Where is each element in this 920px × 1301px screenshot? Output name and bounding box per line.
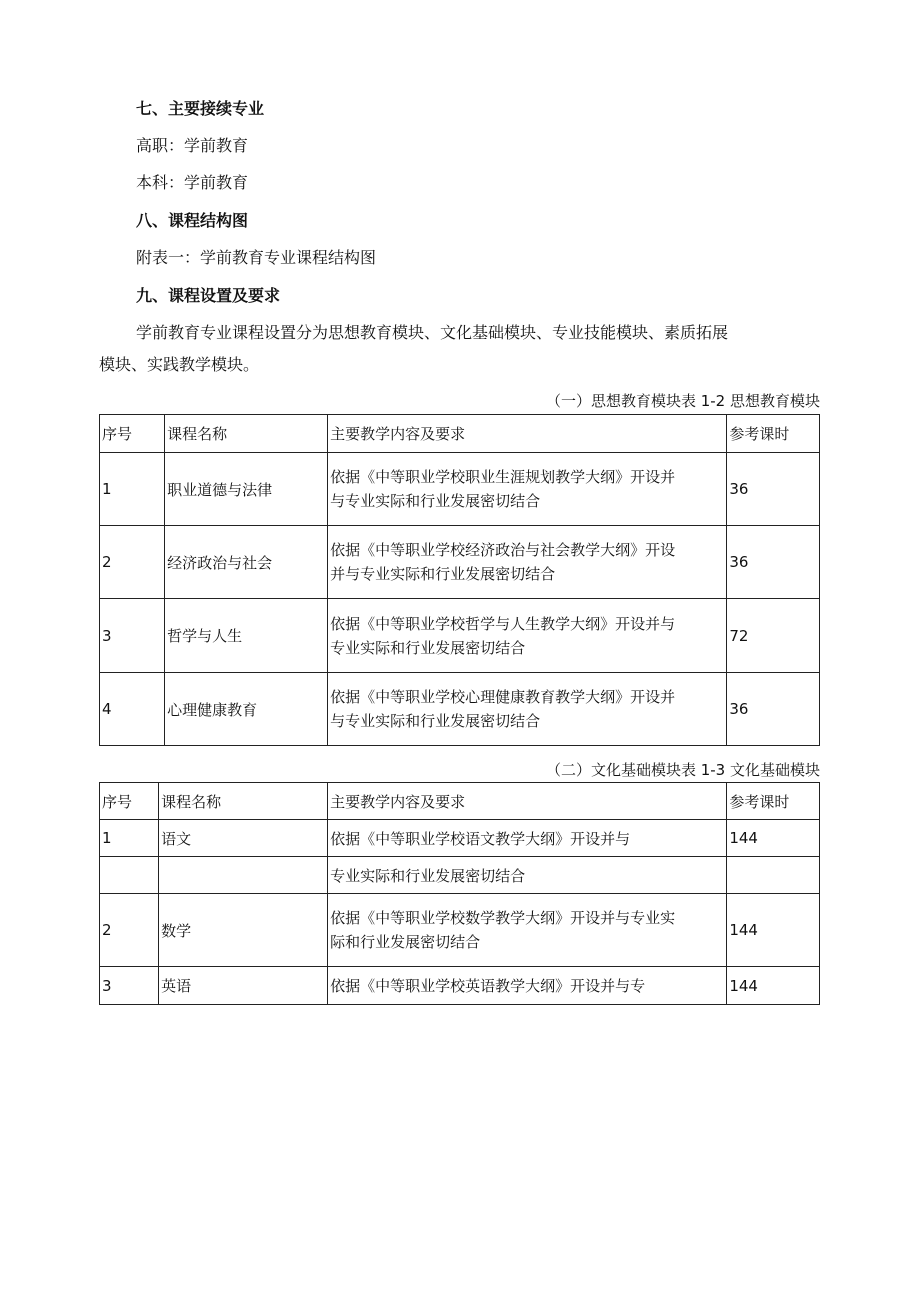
row-hours: 72 <box>727 599 820 673</box>
row-desc-line2: 与专业实际和行业发展密切结合 <box>330 492 541 510</box>
section8-attachment: 附表一：学前教育专业课程结构图 <box>136 248 377 267</box>
section8-heading: 八、课程结构图 <box>136 211 249 230</box>
table-row <box>100 857 820 894</box>
row-desc-line1: 依据《中等职业学校职业生涯规划教学大纲》开设并 <box>330 468 676 486</box>
row-desc <box>328 673 727 746</box>
table2-header-name: 课程名称 <box>159 783 328 820</box>
row-no: 3 <box>100 599 165 673</box>
table1 <box>99 414 820 746</box>
row-hours: 144 <box>727 894 820 967</box>
row-desc: 依据《中等职业学校英语教学大纲》开设并与专 <box>328 967 727 1005</box>
table2 <box>99 782 820 1005</box>
table1-header-hours: 参考课时 <box>727 415 820 453</box>
row-name: 经济政治与社会 <box>165 526 328 599</box>
row-no: 1 <box>100 820 159 857</box>
row-desc-line1: 依据《中等职业学校数学教学大纲》开设并与专业实 <box>330 909 676 927</box>
section7-undergrad: 本科：学前教育 <box>136 173 249 192</box>
row-desc-line2: 专业实际和行业发展密切结合 <box>330 638 526 657</box>
row-name: 哲学与人生 <box>165 599 328 673</box>
row-name: 英语 <box>159 967 328 1005</box>
row-desc <box>328 453 727 526</box>
row-desc <box>328 894 727 967</box>
section7-vocational: 高职：学前教育 <box>136 136 249 155</box>
table-row <box>100 967 820 1005</box>
row-hours: 36 <box>727 526 820 599</box>
row-desc-line1: 依据《中等职业学校心理健康教育教学大纲》开设并 <box>330 688 676 706</box>
table2-caption: （二）文化基础模块表 1-3 文化基础模块 <box>545 761 820 779</box>
row-name <box>159 857 328 894</box>
row-name: 语文 <box>159 820 328 857</box>
table1-header-name: 课程名称 <box>165 415 328 453</box>
row-hours <box>727 857 820 894</box>
table2-header-desc: 主要教学内容及要求 <box>328 783 727 820</box>
row-desc-line2: 与专业实际和行业发展密切结合 <box>330 712 541 730</box>
table-row <box>100 894 820 967</box>
row-desc-line1: 依据《中等职业学校哲学与人生教学大纲》开设并与 <box>330 614 676 633</box>
row-name: 职业道德与法律 <box>165 453 328 526</box>
table1-header-no: 序号 <box>100 415 165 453</box>
table-row <box>100 673 820 746</box>
row-no <box>100 857 159 894</box>
section7-heading: 七、主要接续专业 <box>136 99 265 118</box>
section9-intro-line2: 模块、实践教学模块。 <box>99 355 260 374</box>
row-desc: 依据《中等职业学校语文教学大纲》开设并与 <box>328 820 727 857</box>
section9-heading: 九、课程设置及要求 <box>136 286 281 305</box>
row-no: 3 <box>100 967 159 1005</box>
row-name: 心理健康教育 <box>165 673 328 746</box>
row-desc-line1: 依据《中等职业学校经济政治与社会教学大纲》开设 <box>330 541 676 559</box>
row-no: 1 <box>100 453 165 526</box>
row-no: 2 <box>100 526 165 599</box>
table-row <box>100 526 820 599</box>
table2-header-row <box>100 783 820 820</box>
table-row <box>100 453 820 526</box>
table1-caption: （一）思想教育模块表 1-2 思想教育模块 <box>545 392 820 410</box>
row-desc-line2: 际和行业发展密切结合 <box>330 933 481 951</box>
table2-header-hours: 参考课时 <box>727 783 820 820</box>
row-desc: 专业实际和行业发展密切结合 <box>328 857 727 894</box>
row-name: 数学 <box>159 894 328 967</box>
row-hours: 36 <box>727 453 820 526</box>
table2-header-no: 序号 <box>100 783 159 820</box>
row-no: 4 <box>100 673 165 746</box>
table1-header-row <box>100 415 820 453</box>
row-no: 2 <box>100 894 159 967</box>
section9-intro-line1: 学前教育专业课程设置分为思想教育模块、文化基础模块、专业技能模块、素质拓展 <box>136 323 729 342</box>
table1-header-desc: 主要教学内容及要求 <box>328 415 727 453</box>
row-desc <box>328 526 727 599</box>
row-hours: 36 <box>727 673 820 746</box>
row-desc <box>328 599 727 673</box>
row-hours: 144 <box>727 967 820 1005</box>
table-row <box>100 599 820 673</box>
row-desc-line2: 并与专业实际和行业发展密切结合 <box>330 565 556 583</box>
table-row <box>100 820 820 857</box>
row-hours: 144 <box>727 820 820 857</box>
